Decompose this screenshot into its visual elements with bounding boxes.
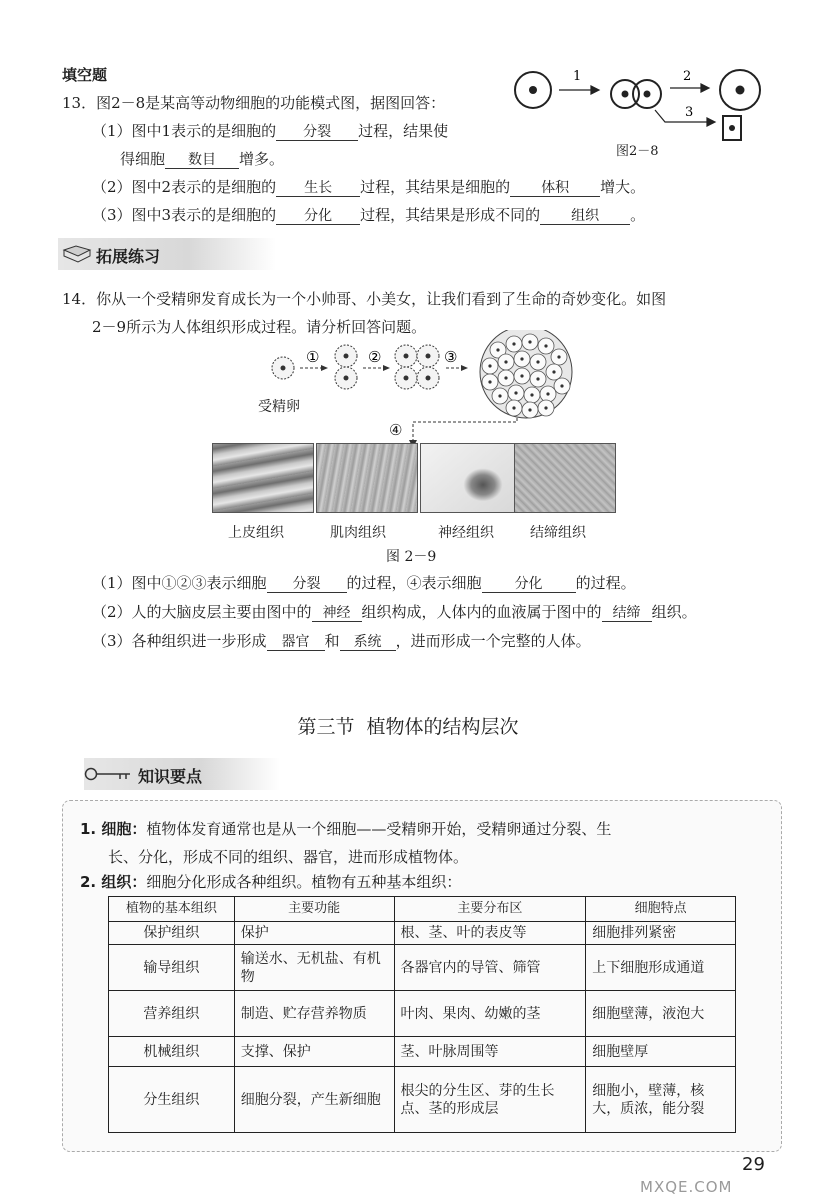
kp-item-1-cont: 长、分化，形成不同的组织、器官，进而形成植物体。 [108, 848, 469, 866]
section-title: 第三节 植物体的结构层次 [297, 716, 519, 738]
table-cell: 支撑、保护 [234, 1037, 394, 1067]
table-cell: 细胞壁厚 [586, 1037, 736, 1067]
answer-blank[interactable]: 神经 [312, 605, 362, 622]
column-header: 细胞特点 [586, 897, 736, 922]
cell [335, 345, 357, 367]
tissue-caption: 上皮组织 [228, 525, 284, 541]
figure-2-9-cleavage [258, 330, 598, 422]
answer-blank[interactable]: 结缔 [602, 605, 652, 622]
q13-part1-cont: 得细胞 数目 增多。 [120, 150, 285, 168]
cell [417, 367, 439, 389]
answer-blank[interactable]: 分化 [276, 208, 360, 225]
answer-blank[interactable]: 器官 [267, 634, 325, 651]
table-cell: 根、茎、叶的表皮等 [394, 922, 586, 945]
cell [395, 367, 417, 389]
table-cell: 输导组织 [109, 945, 235, 991]
table-cell: 营养组织 [109, 991, 235, 1037]
table-cell: 分生组织 [109, 1067, 235, 1133]
table-cell: 根尖的分生区、芽的生长点、茎的形成层 [394, 1067, 586, 1133]
table-cell: 输送水、无机盐、有机物 [234, 945, 394, 991]
question-14-stem-cont: 2－9所示为人体组织形成过程。请分析回答问题。 [92, 318, 427, 336]
figure-label: 图 2－9 [386, 549, 437, 565]
table-cell: 制造、贮存营养物质 [234, 991, 394, 1037]
answer-blank[interactable]: 生长 [276, 180, 360, 197]
cell [335, 367, 357, 389]
answer-blank[interactable]: 体积 [510, 180, 600, 197]
extension-banner-title: 拓展练习 [96, 247, 161, 266]
table-cell: 保护组织 [109, 922, 235, 945]
column-header: 主要功能 [234, 897, 394, 922]
figure-label: 图2－8 [616, 144, 659, 159]
cell [395, 345, 417, 367]
table-cell: 各器官内的导管、筛管 [394, 945, 586, 991]
cell-cluster [480, 330, 572, 418]
table-row [109, 1037, 736, 1067]
q14-part3: （3）各种组织进一步形成 器官 和 系统 ，进而形成一个完整的人体。 [92, 632, 591, 650]
table-cell: 机械组织 [109, 1037, 235, 1067]
question-14-stem: 14．你从一个受精卵发育成长为一个小帅哥、小美女，让我们看到了生命的奇妙变化。如图 [62, 290, 667, 308]
step-label: ④ [389, 421, 403, 439]
table-cell: 细胞排列紧密 [586, 922, 736, 945]
table-cell: 上下细胞形成通道 [586, 945, 736, 991]
muscle-tissue-image [316, 443, 418, 513]
arrow-label: 2 [683, 69, 692, 84]
q13-part2: （2）图中2表示的是细胞的 生长 过程，其结果是细胞的 体积 增大。 [92, 178, 646, 196]
table-row [109, 922, 736, 945]
connective-tissue-image [514, 443, 616, 513]
section-heading: 填空题 [62, 66, 108, 84]
answer-blank[interactable]: 系统 [340, 634, 396, 651]
column-header: 植物的基本组织 [109, 897, 235, 922]
tissue-caption: 神经组织 [438, 525, 494, 541]
step-label: ③ [444, 348, 458, 366]
table-cell: 细胞小，壁薄，核大，质浓，能分裂 [586, 1067, 736, 1133]
zygote-cell [272, 357, 294, 379]
table-row [109, 1067, 736, 1133]
table-cell: 保护 [234, 922, 394, 945]
kp-item-1: 1. 细胞：植物体发育通常也是从一个细胞——受精卵开始，受精卵通过分裂、生 [80, 820, 612, 838]
epithelial-tissue-image [212, 443, 314, 513]
kp-item-2: 2. 组织：细胞分化形成各种组织。植物有五种基本组织： [80, 873, 462, 891]
question-13-stem: 13．图2－8是某高等动物细胞的功能模式图，据图回答： [62, 94, 446, 112]
answer-blank[interactable]: 分裂 [267, 576, 347, 593]
q13-part3: （3）图中3表示的是细胞的 分化 过程，其结果是形成不同的 组织 。 [92, 206, 646, 224]
q14-part1: （1）图中①②③表示细胞 分裂 的过程，④表示细胞 分化 的过程。 [92, 574, 636, 592]
zygote-label: 受精卵 [258, 399, 300, 415]
knowledge-banner-title: 知识要点 [138, 767, 203, 786]
table-cell: 细胞分裂，产生新细胞 [234, 1067, 394, 1133]
key-icon [84, 766, 132, 782]
table-header-row [109, 897, 736, 922]
cell [417, 345, 439, 367]
table-cell: 叶肉、果肉、幼嫩的茎 [394, 991, 586, 1037]
arrow-label: 3 [685, 105, 694, 120]
watermark: MXQE.COM [640, 1178, 733, 1196]
step-label: ② [368, 348, 382, 366]
book-icon [62, 244, 92, 264]
q13-part1: （1）图中1表示的是细胞的 分裂 过程，结果使 [92, 122, 449, 140]
column-header: 主要分布区 [394, 897, 586, 922]
table-cell: 细胞壁薄，液泡大 [586, 991, 736, 1037]
table-row [109, 991, 736, 1037]
step-label: ① [306, 348, 320, 366]
answer-blank[interactable]: 组织 [540, 208, 630, 225]
q14-part2: （2）人的大脑皮层主要由图中的 神经 组织构成，人体内的血液属于图中的 结缔 组织。 [92, 603, 697, 621]
plant-tissue-table [108, 896, 736, 1133]
answer-blank[interactable]: 分化 [482, 576, 576, 593]
page-number: 29 [742, 1154, 765, 1175]
tissue-caption: 肌肉组织 [330, 525, 386, 541]
nervous-tissue-image [420, 443, 522, 513]
answer-blank[interactable]: 分裂 [276, 124, 358, 141]
table-cell: 茎、叶脉周围等 [394, 1037, 586, 1067]
answer-blank[interactable]: 数目 [165, 152, 239, 169]
arrow-label: 1 [573, 69, 582, 84]
tissue-caption: 结缔组织 [530, 525, 586, 541]
table-row [109, 945, 736, 991]
